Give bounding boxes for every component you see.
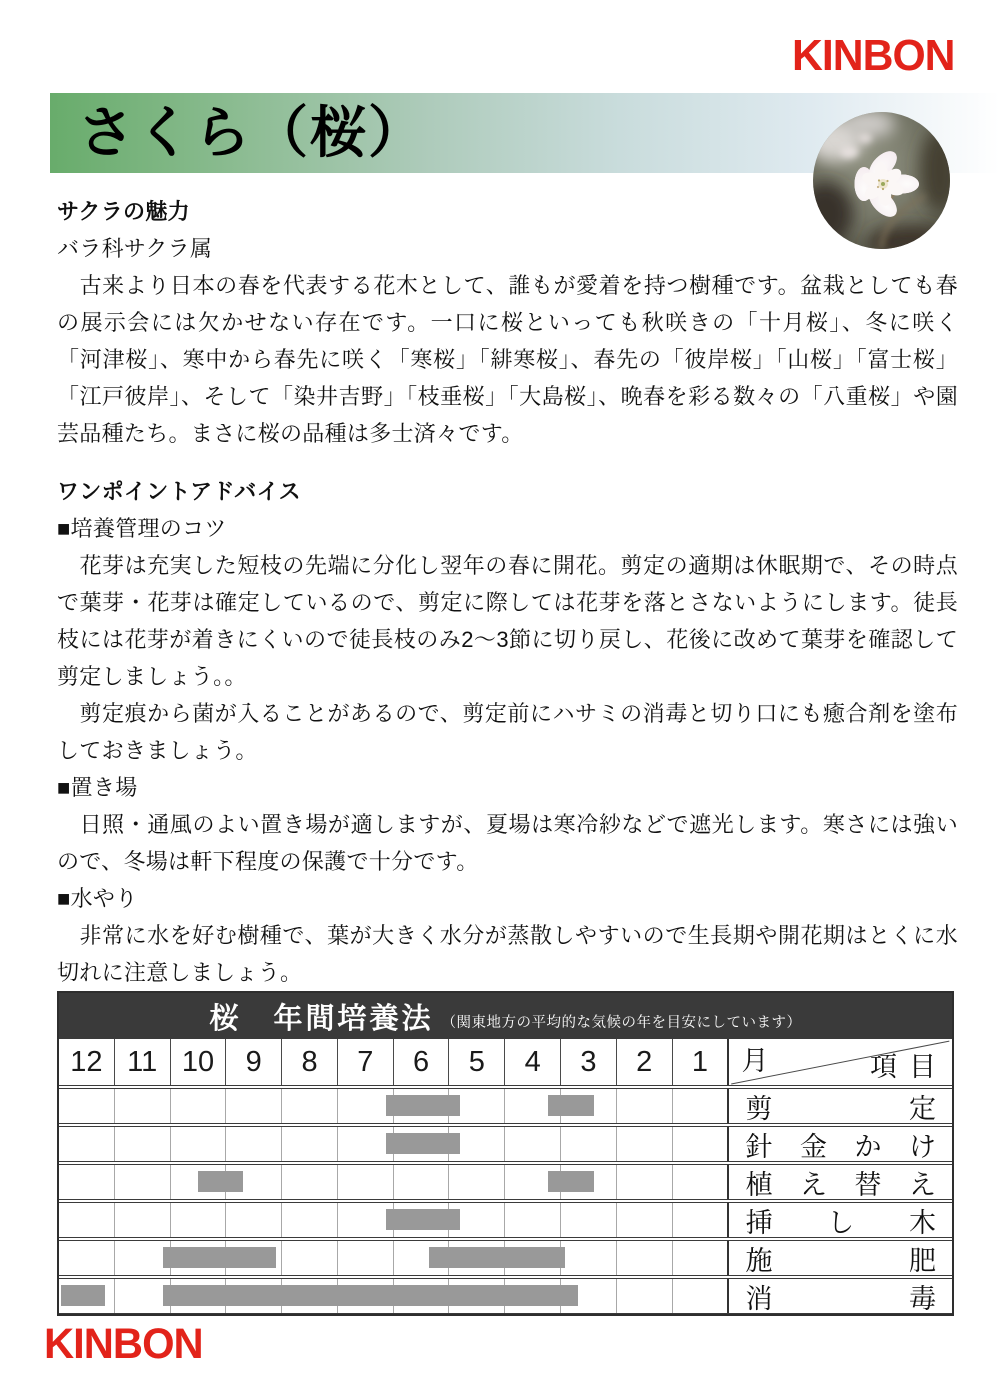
row-month-grid: [59, 1241, 729, 1275]
row-month-grid: [59, 1203, 729, 1237]
row-month-grid: [59, 1279, 729, 1313]
month-cells: [59, 1039, 729, 1085]
row-label-char: 木: [908, 1207, 936, 1238]
month-grid-cell: [282, 1241, 338, 1275]
care-tips-paragraph-1: 花芽は充実した短枝の先端に分化し翌年の春に開花。剪定の適期は休眠期で、その時点で葉芽・花芽は確定しているので、剪定に際しては花芽を落とさないようにします。徒長枝には花芽が着きにくいので徒長枝のみ2～3節に切り戻し、花後に改めて葉芽を確認して剪定しましょう。。: [57, 553, 959, 689]
calendar-row: [59, 1202, 952, 1238]
month-grid-cell: [282, 1165, 338, 1199]
row-label: [729, 1127, 952, 1161]
month-grid-cell: [338, 1165, 394, 1199]
month-grid-cell: [115, 1165, 171, 1199]
month-cell: 12: [59, 1039, 115, 1085]
activity-period-bar: [163, 1285, 578, 1306]
activity-period-bar: [386, 1209, 460, 1230]
month-grid-cell: [505, 1127, 561, 1161]
month-grid-cell: [617, 1241, 673, 1275]
month-grid-cell: [115, 1127, 171, 1161]
row-label-char: 施: [745, 1245, 773, 1276]
month-grid-cell: [617, 1203, 673, 1237]
month-grid-cell: [338, 1241, 394, 1275]
annual-care-calendar: [57, 991, 954, 1316]
watering-paragraph: 非常に水を好む樹種で、葉が大きく水分が蒸散しやすいので生長期や開花期はとくに水切れに注意しましょう。: [57, 923, 959, 985]
activity-period-bar: [548, 1095, 594, 1116]
calendar-title: 桜 年間培養法: [209, 1000, 434, 1035]
activity-period-bar: [61, 1285, 105, 1306]
month-grid-cell: [561, 1241, 617, 1275]
month-cell: 7: [338, 1039, 394, 1085]
month-grid-cell: [115, 1089, 171, 1123]
activity-period-bar: [386, 1133, 460, 1154]
month-cell: 8: [282, 1039, 338, 1085]
month-grid-cell: [171, 1203, 227, 1237]
month-cell: 9: [226, 1039, 282, 1085]
month-grid-cell: [673, 1165, 730, 1199]
month-grid-cell: [171, 1127, 227, 1161]
kinbon-logo-top: KINBON: [792, 31, 955, 80]
month-grid-cell: [617, 1127, 673, 1161]
row-label-char: か: [854, 1131, 882, 1162]
month-grid-cell: [617, 1165, 673, 1199]
month-grid-cell: [59, 1089, 115, 1123]
corner-item-label: 項目: [870, 1052, 948, 1082]
advice-heading: ワンポイントアドバイス: [57, 479, 301, 504]
calendar-row: [59, 1164, 952, 1200]
row-label: [729, 1089, 952, 1123]
month-grid-cell: [673, 1241, 730, 1275]
row-label: [729, 1165, 952, 1199]
calendar-row: [59, 1126, 952, 1162]
row-label-char: 剪: [745, 1093, 773, 1124]
row-label-char: し: [827, 1207, 855, 1238]
month-grid-cell: [171, 1089, 227, 1123]
row-label-char: 替: [854, 1169, 882, 1200]
placement-heading: ■置き場: [57, 775, 138, 800]
row-label-char: 金: [799, 1131, 827, 1162]
month-grid-cell: [282, 1203, 338, 1237]
row-label-char: え: [799, 1169, 827, 1200]
row-label-char: 毒: [909, 1283, 936, 1314]
care-tips-paragraph-2: 剪定痕から菌が入ることがあるので、剪定前にハサミの消毒と切り口にも癒合剤を塗布しておきましょう。: [57, 701, 959, 763]
row-month-grid: [59, 1127, 729, 1161]
month-cell: 11: [115, 1039, 171, 1085]
month-grid-cell: [226, 1089, 282, 1123]
row-label-char: け: [909, 1131, 936, 1162]
month-cell: 5: [449, 1039, 505, 1085]
care-tips-heading: ■培養管理のコツ: [57, 516, 227, 541]
month-grid-cell: [226, 1203, 282, 1237]
kinbon-logo-bottom: KINBON: [44, 1320, 203, 1368]
month-grid-cell: [617, 1089, 673, 1123]
calendar-row: [59, 1240, 952, 1276]
month-grid-cell: [673, 1089, 730, 1123]
content-column: [57, 193, 958, 991]
intro-paragraph: 古来より日本の春を代表する花木として、誰もが愛着を持つ樹種です。盆栽としても春の展示会には欠かせない存在です。一口に桜といっても秋咲きの「十月桜」、冬に咲く「河津桜」、寒中から春先に咲く「寒桜」「緋寒桜」、春先の「彼岸桜」「山桜」「富士桜」「江戸彼岸」、そして「染井吉野」「枝垂桜」「大島桜」、晩春を彩る数々の「八重桜」や園芸品種たち。まさに桜の品種は多士済々です。: [57, 273, 958, 446]
activity-period-bar: [429, 1247, 564, 1268]
month-grid-cell: [59, 1127, 115, 1161]
month-grid-cell: [59, 1203, 115, 1237]
row-month-grid: [59, 1165, 729, 1199]
month-grid-cell: [394, 1165, 450, 1199]
row-label-char: 定: [909, 1093, 936, 1124]
month-cell: 2: [617, 1039, 673, 1085]
month-grid-cell: [59, 1165, 115, 1199]
corner-month-label: 月: [741, 1046, 769, 1076]
month-grid-cell: [673, 1127, 730, 1161]
charm-heading: サクラの魅力: [57, 199, 190, 224]
month-cell: 10: [171, 1039, 227, 1085]
month-grid-cell: [449, 1165, 505, 1199]
row-label-char: 植: [745, 1169, 773, 1200]
month-grid-cell: [115, 1203, 171, 1237]
taxonomy-line: バラ科サクラ属: [57, 236, 213, 261]
month-cell: 3: [561, 1039, 617, 1085]
month-grid-cell: [561, 1127, 617, 1161]
calendar-month-row: [59, 1039, 952, 1086]
calendar-row: [59, 1278, 952, 1314]
row-label-char: 挿: [745, 1207, 773, 1238]
activity-period-bar: [163, 1247, 276, 1268]
watering-heading: ■水やり: [57, 886, 138, 911]
activity-period-bar: [198, 1171, 243, 1192]
page-title: さくら（桜）: [78, 100, 426, 166]
calendar-header: [59, 993, 952, 1039]
month-cell: 4: [505, 1039, 561, 1085]
month-cell: 1: [673, 1039, 730, 1085]
month-grid-cell: [226, 1127, 282, 1161]
activity-period-bar: [386, 1095, 460, 1116]
month-grid-cell: [59, 1241, 115, 1275]
row-label-char: 針: [745, 1131, 773, 1162]
activity-period-bar: [548, 1171, 594, 1192]
row-label: [729, 1241, 952, 1275]
row-label: [729, 1279, 952, 1313]
row-label-char: え: [909, 1169, 936, 1200]
month-grid-cell: [617, 1279, 673, 1313]
month-grid-cell: [673, 1279, 730, 1313]
calendar-rows: [59, 1088, 952, 1314]
month-grid-cell: [561, 1203, 617, 1237]
month-grid-cell: [673, 1203, 730, 1237]
placement-paragraph: 日照・通風のよい置き場が適しますが、夏場は寒冷紗などで遮光します。寒さには強いので、冬場は軒下程度の保護で十分です。: [57, 812, 958, 874]
calendar-subtitle: （関東地方の平均的な気候の年を目安にしています）: [441, 1014, 802, 1031]
calendar-corner-cell: [729, 1039, 952, 1085]
month-grid-cell: [505, 1203, 561, 1237]
month-grid-cell: [282, 1127, 338, 1161]
month-cell: 6: [394, 1039, 450, 1085]
row-label: [729, 1203, 952, 1237]
month-grid-cell: [282, 1089, 338, 1123]
row-month-grid: [59, 1089, 729, 1123]
row-label-char: 肥: [909, 1245, 936, 1276]
calendar-row: [59, 1088, 952, 1124]
row-label-char: 消: [745, 1283, 773, 1314]
